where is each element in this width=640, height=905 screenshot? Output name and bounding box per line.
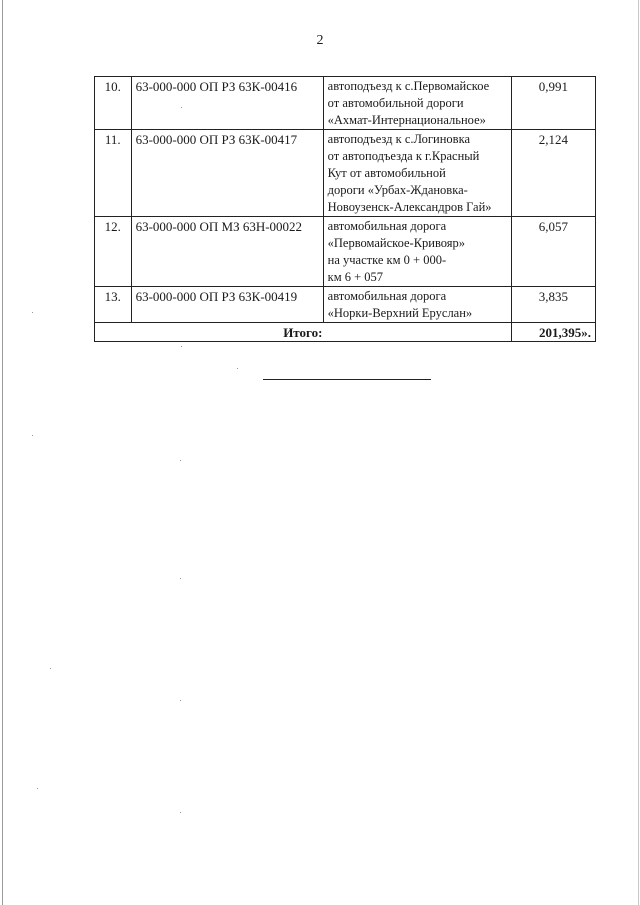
road-code: 63-000-000 ОП РЗ 63К-00416 xyxy=(131,77,323,130)
road-name-line: «Первомайское-Кривояр» xyxy=(327,236,466,250)
end-divider-line xyxy=(263,379,431,380)
road-name-line: автоподъезд к с.Логиновка xyxy=(327,132,471,146)
road-name-line: автоподъезд к с.Первомайское xyxy=(327,79,490,93)
scan-speck xyxy=(181,346,182,347)
road-name-line: на участке км 0 + 000- xyxy=(327,253,447,267)
roads-table xyxy=(94,76,596,342)
total-row xyxy=(95,323,596,342)
page-number: 2 xyxy=(316,33,324,48)
road-code: 63-000-000 ОП МЗ 63Н-00022 xyxy=(131,217,323,287)
road-name-line: автомобильная дорога xyxy=(327,219,447,233)
scan-speck xyxy=(180,812,181,813)
road-length: 6,057 xyxy=(511,217,595,287)
road-name-line: автомобильная дорога xyxy=(327,289,447,303)
scan-speck xyxy=(32,435,33,436)
scan-speck xyxy=(180,700,181,701)
road-length: 3,835 xyxy=(511,287,595,323)
scan-left-edge xyxy=(2,0,3,905)
road-name-line: Новоузенск-Александров Гай» xyxy=(327,200,492,214)
table-row xyxy=(95,217,596,287)
scan-speck xyxy=(180,578,181,579)
road-name xyxy=(323,77,511,130)
road-name xyxy=(323,287,511,323)
scan-speck xyxy=(237,368,238,369)
road-length: 0,991 xyxy=(511,77,595,130)
road-code: 63-000-000 ОП РЗ 63К-00419 xyxy=(131,287,323,323)
total-label: Итого: xyxy=(95,323,512,342)
total-value: 201,395». xyxy=(511,323,595,342)
scan-speck xyxy=(37,788,38,789)
road-name-line: от автоподъезда к г.Красный xyxy=(327,149,480,163)
row-number: 10. xyxy=(95,77,132,130)
table-row xyxy=(95,77,596,130)
road-name-line: «Норки-Верхний Еруслан» xyxy=(327,306,473,320)
table-row xyxy=(95,130,596,217)
road-name-line: км 6 + 057 xyxy=(327,270,384,284)
road-name xyxy=(323,130,511,217)
scan-speck xyxy=(32,312,33,313)
scan-right-edge xyxy=(638,0,639,905)
road-name-line: «Ахмат-Интернациональное» xyxy=(327,113,486,127)
scan-speck xyxy=(180,460,181,461)
road-code: 63-000-000 ОП РЗ 63К-00417 xyxy=(131,130,323,217)
table-row xyxy=(95,287,596,323)
road-name-line: дороги «Урбах-Ждановка- xyxy=(327,183,468,197)
scan-speck xyxy=(181,107,182,108)
road-name-line: от автомобильной дороги xyxy=(327,96,464,110)
row-number: 13. xyxy=(95,287,132,323)
row-number: 11. xyxy=(95,130,132,217)
road-name xyxy=(323,217,511,287)
row-number: 12. xyxy=(95,217,132,287)
scan-speck xyxy=(50,668,51,669)
road-name-line: Кут от автомобильной xyxy=(327,166,446,180)
road-length: 2,124 xyxy=(511,130,595,217)
